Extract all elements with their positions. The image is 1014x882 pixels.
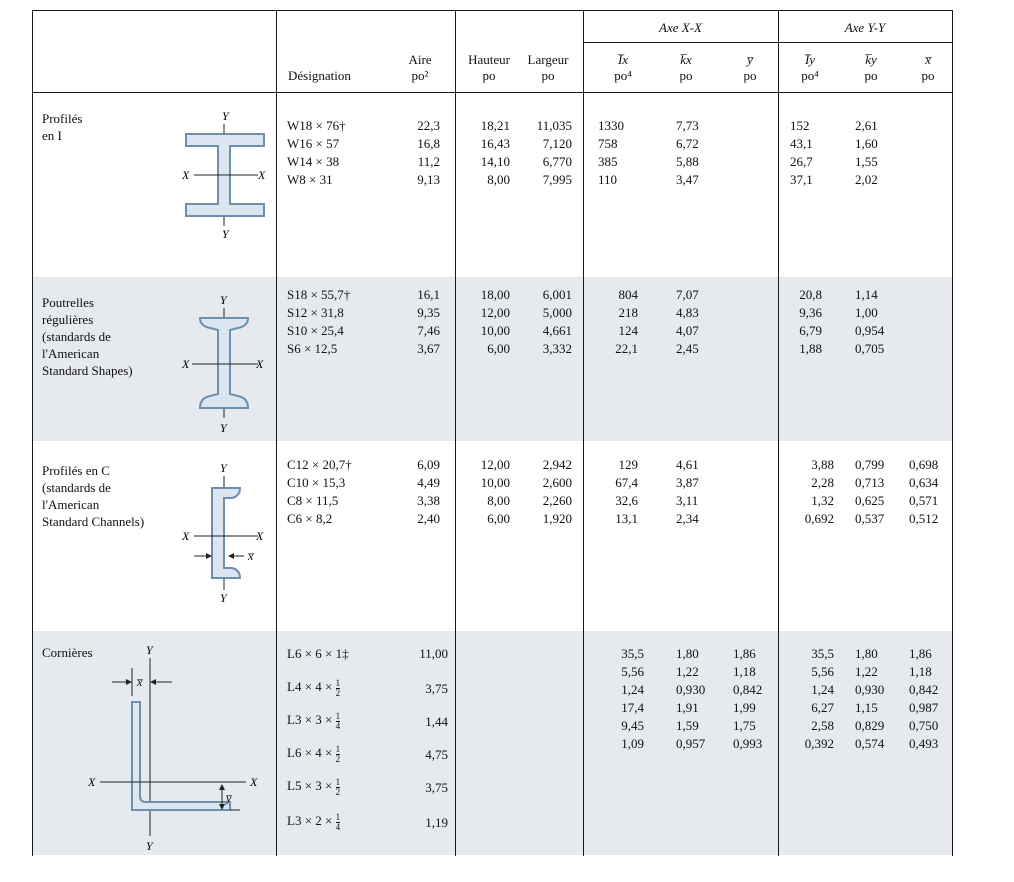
xbar-cell: 0,987 [909,700,939,715]
header-ybar: y̅ [747,52,753,67]
area-cell: 11,2 [417,154,440,169]
width-cell: 3,332 [542,341,572,356]
designation-col-s [287,286,350,358]
ix-cell: 129 [618,457,638,472]
ix-cell: 22,1 [615,341,638,356]
ix-cell: 1,09 [621,736,644,751]
header-iy-unit: po⁴ [801,68,819,83]
iy-cell: 6,27 [811,700,834,715]
area-cell: 16,8 [417,136,440,151]
xbar-cell: 0,698 [909,457,939,472]
height-cell: 6,00 [487,341,510,356]
kx-cell: 3,47 [676,172,699,187]
ybar-cell: 1,75 [733,718,756,733]
ix-cell: 1,24 [621,682,644,697]
col-sep-dimensions [455,10,456,856]
axis-x-right-label: X [256,529,264,543]
kx-cell: 7,07 [676,287,699,302]
designation-col-i [287,117,346,189]
ky-cell: 1,60 [855,136,878,151]
area-cell: 2,40 [417,511,440,526]
xbar-cell: 0,750 [909,718,939,733]
ix-cell: 67,4 [615,475,638,490]
iy-cell: 2,28 [811,475,834,490]
kx-cell: 1,80 [676,646,699,661]
ix-cell: 13,1 [615,511,638,526]
designation-cell: W14 × 38 [287,154,340,169]
xbar-label: x̅ [137,675,143,689]
height-col-s [466,286,510,358]
ky-cell: 0,713 [855,475,885,490]
width-cell: 2,600 [542,475,572,490]
s-beam-figure [178,290,274,436]
area-cell: 3,75 [425,681,448,696]
header-kx: k̅x [680,52,692,67]
ky-cell: 0,705 [855,341,885,356]
area-cell: 3,67 [417,341,440,356]
ybar-col-l [733,645,777,753]
kx-cell: 7,73 [676,118,699,133]
area-cell: 7,46 [417,323,440,338]
header-axe-yy: Axe Y-Y [844,20,886,35]
iy-col-l [790,645,834,753]
designation-cell: W8 × 31 [287,172,333,187]
ky-col-l [855,645,901,753]
header-xbar-unit: po [921,68,935,83]
axis-x-right-label: X [258,168,266,182]
width-cell: 2,260 [542,493,572,508]
xbar-cell: 0,571 [909,493,939,508]
ix-cell: 385 [598,154,618,169]
kx-cell: 2,45 [676,341,699,356]
ky-cell: 1,55 [855,154,878,169]
area-cell: 4,75 [425,747,448,762]
iy-cell: 6,79 [799,323,822,338]
iy-cell: 1,88 [799,341,822,356]
ix-col-l [598,645,644,753]
ix-cell: 758 [598,136,618,151]
height-cell: 12,00 [480,305,510,320]
ix-cell: 110 [598,172,618,187]
ybar-cell: 1,99 [733,700,756,715]
col-sep-designation [276,10,277,856]
axis-x-right-label: X [256,357,264,371]
kx-cell: 0,957 [676,736,706,751]
iy-cell: 0,392 [804,736,834,751]
height-cell: 8,00 [487,172,510,187]
col-sep-axe-xx [583,10,584,856]
iy-col-c [790,456,834,528]
axis-x-left-label: X [182,168,190,182]
header-area-unit: po² [411,68,429,83]
iy-cell: 26,7 [790,154,813,169]
area-cell: 9,35 [417,305,440,320]
area-cell: 11,00 [419,646,448,661]
channel-figure [178,458,274,606]
area-cell: 3,75 [425,780,448,795]
family-label-i: Profilés en I [42,111,83,143]
width-cell: 7,995 [542,172,572,187]
ybar-cell: 0,842 [733,682,763,697]
family-label-s: Poutrelles régulières (standards de l'American Standard Shapes) [42,295,133,378]
iy-col-i [790,117,836,189]
axis-x-left-label: X [88,775,96,789]
width-cell: 2,942 [542,457,572,472]
height-cell: 16,43 [480,136,510,151]
height-col-i [466,117,510,189]
ky-cell: 0,799 [855,457,885,472]
xbar-cell: 0,842 [909,682,939,697]
iy-cell: 5,56 [811,664,834,679]
ix-cell: 32,6 [615,493,638,508]
header-area: Aire [408,52,432,67]
iy-cell: 2,58 [811,718,834,733]
area-col-i [396,117,440,189]
height-cell: 18,00 [480,287,510,302]
ybar-label: y̅ [226,791,232,805]
axis-y-top-label: Y [220,461,227,475]
axis-y-bottom-label: Y [220,421,227,435]
header-bottom-border [32,92,952,93]
ix-col-i [598,117,648,189]
fraction: $\frac{1}{2}$ [335,743,341,764]
fraction: $\frac{1}{2}$ [335,677,341,698]
ky-cell: 0,574 [855,736,885,751]
header-height-unit: po [482,68,496,83]
height-cell: 8,00 [487,493,510,508]
xbar-label: x̅ [248,549,254,563]
ix-cell: 1330 [598,118,624,133]
ix-cell: 5,56 [621,664,644,679]
iy-cell: 37,1 [790,172,813,187]
xbar-cell: 1,86 [909,646,932,661]
kx-cell: 3,87 [676,475,699,490]
iy-cell: 0,692 [804,511,834,526]
xbar-cell: 1,18 [909,664,932,679]
axis-y-bottom-label: Y [222,227,229,241]
table-top-border [32,10,952,11]
header-axe-xx: Axe X-X [659,20,702,35]
height-cell: 10,00 [480,323,510,338]
axis-y-bottom-label: Y [220,591,227,605]
width-cell: 6,770 [542,154,572,169]
header-designation: Désignation [288,68,351,83]
width-cell: 5,000 [542,305,572,320]
area-cell: 4,49 [417,475,440,490]
height-cell: 12,00 [480,457,510,472]
area-cell: 3,38 [417,493,440,508]
designation-cell: S10 × 25,4 [287,323,344,338]
designation-cell: W18 × 76† [287,118,346,133]
iy-cell: 43,1 [790,136,813,151]
xbar-col-l [909,645,953,753]
iy-cell: 1,24 [811,682,834,697]
iy-cell: 1,32 [811,493,834,508]
width-cell: 11,035 [536,118,572,133]
xbar-cell: 0,493 [909,736,939,751]
kx-cell: 5,88 [676,154,699,169]
area-col-s [396,286,440,358]
area-cell: 6,09 [417,457,440,472]
ix-cell: 218 [618,305,638,320]
ky-cell: 1,80 [855,646,878,661]
designation-cell: C10 × 15,3 [287,475,346,490]
width-cell: 7,120 [542,136,572,151]
area-cell: 1,44 [425,714,448,729]
area-cell: 9,13 [417,172,440,187]
designation-cell: S6 × 12,5 [287,341,338,356]
designation-cell: W16 × 57 [287,136,340,151]
width-col-s [522,286,572,358]
kx-cell: 6,72 [676,136,699,151]
designation-cell: S18 × 55,7† [287,287,351,302]
designation-l-2: L3 × 3 × $\frac{1}{4}$ [287,710,341,731]
ix-col-c [598,456,638,528]
header-xbar: x̅ [925,52,931,67]
designation-col-c [287,456,352,528]
ky-cell: 1,14 [855,287,878,302]
axis-x-left-label: X [182,529,190,543]
height-cell: 6,00 [487,511,510,526]
ky-cell: 2,02 [855,172,878,187]
header-ky-unit: po [864,68,878,83]
designation-cell: C12 × 20,7† [287,457,352,472]
width-cell: 6,001 [542,287,572,302]
i-beam-figure [178,108,274,244]
axis-x-left-label: X [182,357,190,371]
kx-cell: 4,61 [676,457,699,472]
kx-cell: 1,59 [676,718,699,733]
axis-y-top-label: Y [146,643,153,657]
designation-l-1: L4 × 4 × $\frac{1}{2}$ [287,677,341,698]
kx-cell: 1,22 [676,664,699,679]
ix-cell: 17,4 [621,700,644,715]
area-cell: 1,19 [425,815,448,830]
ky-col-c [855,456,901,528]
area-cell: 16,1 [417,287,440,302]
iy-cell: 20,8 [799,287,822,302]
height-cell: 18,21 [480,118,510,133]
header-ix-unit: po⁴ [614,68,632,83]
axis-y-top-label: Y [220,293,227,307]
ix-cell: 35,5 [621,646,644,661]
axis-y-bottom-label: Y [146,839,153,853]
header-ky: k̅y [865,52,877,67]
ix-cell: 124 [618,323,638,338]
angle-figure [80,640,270,854]
ky-cell: 0,930 [855,682,885,697]
ky-col-s [855,286,901,358]
ix-col-s [598,286,638,358]
kx-col-c [676,456,722,528]
ky-cell: 1,00 [855,305,878,320]
ybar-cell: 1,18 [733,664,756,679]
ix-cell: 804 [618,287,638,302]
ky-cell: 0,954 [855,323,885,338]
ky-cell: 0,829 [855,718,885,733]
header-iy: I̅y [804,52,816,67]
iy-cell: 3,88 [811,457,834,472]
iy-cell: 35,5 [811,646,834,661]
family-label-c: Profilés en C (standards de l'American Standard Channels) [42,463,145,529]
iy-col-s [790,286,822,358]
ky-cell: 0,537 [855,511,885,526]
designation-cell: S12 × 31,8 [287,305,344,320]
ky-cell: 2,61 [855,118,878,133]
kx-col-l [676,645,722,753]
ix-cell: 9,45 [621,718,644,733]
designation-l-3: L6 × 4 × $\frac{1}{2}$ [287,743,341,764]
fraction: $\frac{1}{4}$ [335,811,341,832]
ky-col-i [855,117,901,189]
area-cell: 22,3 [417,118,440,133]
designation-l-0: L6 × 6 × 1‡ [287,646,349,661]
header-width-unit: po [541,68,555,83]
axis-x-right-label: X [250,775,258,789]
kx-col-i [676,117,722,189]
kx-col-s [676,286,722,358]
axis-y-top-label: Y [222,109,229,123]
header-ybar-unit: po [743,68,757,83]
ky-cell: 1,22 [855,664,878,679]
group-header-rule [583,42,952,43]
table-left-border [32,10,33,856]
kx-cell: 0,930 [676,682,706,697]
header-kx-unit: po [679,68,693,83]
width-cell: 1,920 [542,511,572,526]
designation-l-4: L5 × 3 × $\frac{1}{2}$ [287,776,341,797]
xbar-cell: 0,512 [909,511,939,526]
header-height: Hauteur [468,52,510,67]
header-width: Largeur [527,52,569,67]
area-col-c [396,456,440,528]
fraction: $\frac{1}{4}$ [335,710,341,731]
ky-cell: 0,625 [855,493,885,508]
kx-cell: 1,91 [676,700,699,715]
width-col-c [522,456,572,528]
designation-cell: C6 × 8,2 [287,511,333,526]
header-ix: I̅x [617,52,629,67]
xbar-col-c [909,456,953,528]
kx-cell: 2,34 [676,511,699,526]
kx-cell: 4,07 [676,323,699,338]
height-cell: 10,00 [480,475,510,490]
designation-cell: C8 × 11,5 [287,493,339,508]
ky-cell: 1,15 [855,700,878,715]
designation-l-5: L3 × 2 × $\frac{1}{4}$ [287,811,341,832]
fraction: $\frac{1}{2}$ [335,776,341,797]
col-sep-axe-yy [778,10,779,856]
width-cell: 4,661 [542,323,572,338]
iy-cell: 152 [790,118,810,133]
iy-cell: 9,36 [799,305,822,320]
height-col-c [466,456,510,528]
ybar-cell: 0,993 [733,736,763,751]
height-cell: 14,10 [480,154,510,169]
xbar-cell: 0,634 [909,475,939,490]
kx-cell: 4,83 [676,305,699,320]
width-col-i [522,117,572,189]
ybar-cell: 1,86 [733,646,756,661]
kx-cell: 3,11 [676,493,699,508]
family-label-l: Cornières [42,645,93,660]
